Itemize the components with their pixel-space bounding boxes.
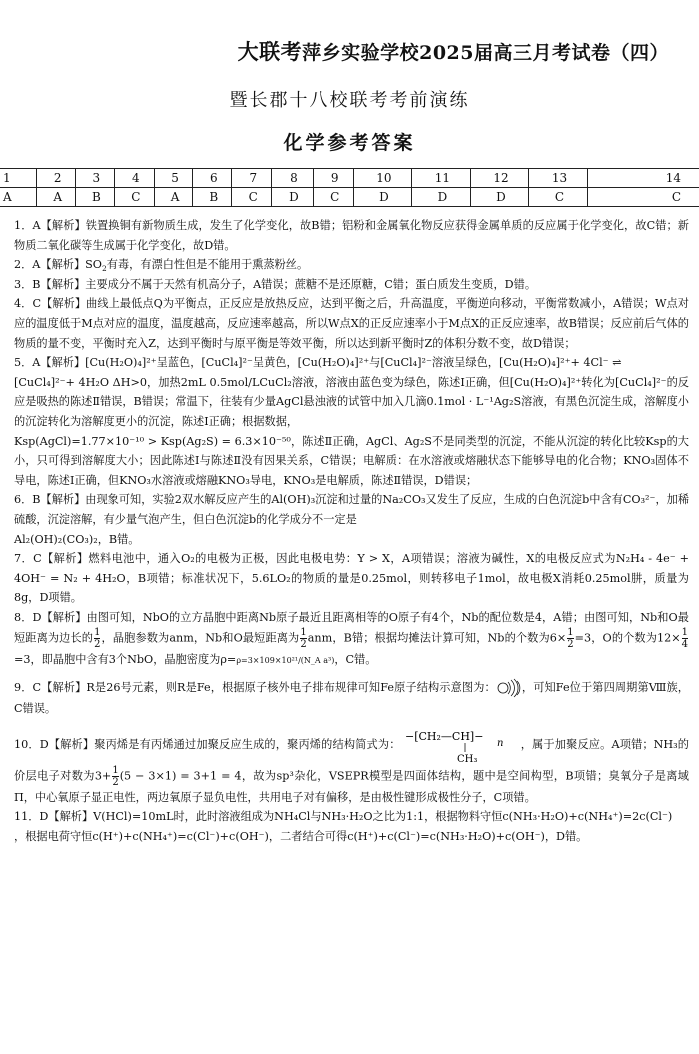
answer-table-numbers-row <box>0 169 699 188</box>
explanation-q10 <box>14 725 689 808</box>
explanation-q2 <box>14 255 689 275</box>
fraction-denominator: 2 <box>112 776 119 788</box>
polymer-branch: CH₃ <box>456 753 477 765</box>
q-number: 4 <box>114 169 154 188</box>
q-answer: C <box>232 188 272 207</box>
explanation-q4: 4．C【解析】曲线上最低点Q为平衡点，正反应是放热反应，达到平衡之后，升高温度，平衡逆向移动，平衡常数减小，A错误；W点对应的温度低于M点对应的温度，温度越高，反应速率越高，所以W点X的正反应速率小于M点X的正反应速率，故B错误；反应前后气体的物质的量不变，平衡时充入Z，达到平衡时与原平衡是等效平衡，所以达到新平衡时Z的体积分数不变，故D错误； <box>14 297 689 350</box>
explanation-q3: 3．B【解析】主要成分不属于天然有机高分子，A错误；蔗糖不是还原糖，C错；蛋白质发生变质，D错。 <box>14 277 537 291</box>
q-number: 6 <box>193 169 232 188</box>
q-number: 2 <box>37 169 75 188</box>
fraction-half <box>94 627 100 650</box>
fraction-numerator: 1 <box>681 627 688 639</box>
fraction-denominator: 2 <box>94 639 101 651</box>
fraction-half <box>300 627 306 650</box>
answer-table-answers-row <box>0 188 699 207</box>
q-answer: A <box>37 188 75 207</box>
q9-part-2: ，可知Fe位于第四周期第Ⅷ族，C错误。 <box>14 681 689 716</box>
polymer-chain: −[CH₂—CH]− <box>404 729 484 743</box>
title-line-1 <box>0 36 699 66</box>
q-answer: B <box>193 188 232 207</box>
explanation-q8 <box>14 608 689 671</box>
fraction-denominator: 2 <box>567 639 574 651</box>
q8-part-5: =3，即晶胞中含有3个NbO，晶胞密度为ρ= <box>14 653 237 667</box>
q-number: 11 <box>412 169 471 188</box>
fraction-denominator: 4 <box>681 639 688 651</box>
q2-part-b: 有毒，有漂白性但是不能用于熏蒸粉丝。 <box>106 258 309 272</box>
q2-part-a: 2．A【解析】SO <box>14 258 102 272</box>
q10-part-2: ，属于加聚反应。A项错；NH₃的价层电子对数为3+ <box>14 737 689 783</box>
q-answer: D <box>353 188 412 207</box>
q-answer: D <box>412 188 471 207</box>
title-line-2: 暨长郡十八校联考考前演练 <box>229 90 470 111</box>
q-number: 8 <box>272 169 313 188</box>
q8-part-4: =3，O的个数为12× <box>574 631 681 645</box>
q8-part-6: ，C错。 <box>334 653 377 667</box>
q-number: 1 <box>0 169 37 188</box>
q-number: 5 <box>154 169 192 188</box>
explanation-q6-line1: 6．B【解析】由现象可知，实验2双水解反应产生的Al(OH)₃沉淀和过量的Na₂CO₃又发生了反应，生成的白色沉淀b中含有CO₃²⁻，加稀硫酸，沉淀溶解，有少量气泡产生，但白色沉淀b的化学成分不一定是 <box>14 493 690 526</box>
fraction-numerator: 1 <box>300 627 307 639</box>
explanation-q11-line1: 11．D【解析】V(HCl)=10mL时，此时溶液组成为NH₄Cl与NH₃·H₂O之比为1:1，根据物料守恒c(NH₃·H₂O)+c(NH₄⁺)=2c(Cl⁻) <box>14 810 673 824</box>
fraction-half <box>567 627 573 650</box>
explanation-q6-line2: Al₂(OH)₂(CO₃)₂，B错。 <box>14 532 140 546</box>
explanation-q11-line2: ，根据电荷守恒c(H⁺)+c(NH₄⁺)=c(Cl⁻)+c(OH⁻)，二者结合可得c(H⁺)+c(Cl⁻)=c(NH₃·H₂O)+c(OH⁻)，D错。 <box>14 829 588 843</box>
explanation-q9 <box>14 677 689 719</box>
fraction-quarter <box>682 627 688 650</box>
q-number: 10 <box>353 169 412 188</box>
q-number: 14 <box>587 169 699 188</box>
q-answer: D <box>272 188 313 207</box>
explanation-q1: 1．A【解析】铁置换铜有新物质生成，发生了化学变化，故B错；铝粉和金属氧化物反应获得金属单质的反应属于化学变化，故C错；新物质二氧化碳等生成属于化学变化，故D错。 <box>14 219 689 252</box>
explanations <box>14 216 689 846</box>
q-answer: B <box>75 188 114 207</box>
polypropylene-structure <box>401 725 521 765</box>
exam-title: 萍乡实验学校2025届高三月考试卷（四） <box>302 42 669 64</box>
density-formula: ρ=3×109×10²¹/(N_A a³) <box>236 656 335 666</box>
q-answer: C <box>529 188 588 207</box>
q-answer: A <box>154 188 192 207</box>
q10-part-3: (5 − 3×1) = 3+1 = 4，故为sp³杂化，VSEPR模型是四面体结构，题中是空间构型，B项错；臭氧分子是离域Π，中心氧原子显正电性，两边氧原子显负电性，共用电子对有偏移，是由极性键形成极性分子，C项错。 <box>14 769 689 804</box>
answer-table <box>0 168 699 207</box>
explanation-q5-line2: [CuCl₄]²⁻+ 4H₂O ΔH>0，加热2mL 0.5mol/LCuCl₂溶液，溶液由蓝色变为绿色，陈述Ⅰ正确，但[Cu(H₂O)₄]²⁺转化为[CuCl₄]²⁻的反应是吸热的陈述Ⅱ错误，B错误；常温下，往装有少量AgCl悬浊液的试管中加入几滴0.1mol · L⁻¹Ag₂S溶液，有黑色沉淀生成，溶解度小的沉淀转化为溶解度更小的沉淀，陈述Ⅰ正确；根据数据， <box>14 375 689 428</box>
fe-atom-structure-diagram <box>496 677 522 699</box>
explanation-q5-line3: Ksp(AgCl)=1.77×10⁻¹⁰ > Ksp(Ag₂S) = 6.3×10⁻⁵⁰，陈述Ⅱ正确，AgCl、Ag₂S不是同类型的沉淀，不能从沉淀的转化比较Ksp的大小，只可得到溶解度大小；因此陈述Ⅰ与陈述Ⅱ没有因果关系，C错误；电解质：在水溶液或熔融状态下能够导电的化合物；KNO₃固体不导电，陈述Ⅰ正确，但KNO₃水溶液或熔融KNO₃导电，KNO₃是电解质，陈述Ⅱ错误，D错误； <box>14 434 689 487</box>
q8-part-1: 8．D【解析】由图可知，NbO的立方晶胞中距离Nb原子最近且距离相等的O原子有4个，Nb的配位数是4，A错；由图可知，Nb和O最短距离为边长的 <box>14 610 689 645</box>
q-number: 7 <box>232 169 272 188</box>
fraction-half <box>112 765 118 788</box>
q-answer: C <box>313 188 353 207</box>
q-number: 13 <box>529 169 588 188</box>
q-number: 12 <box>470 169 529 188</box>
q-answer: C <box>114 188 154 207</box>
q-answer: D <box>470 188 529 207</box>
explanation-q5-line1: 5．A【解析】[Cu(H₂O)₄]²⁺呈蓝色，[CuCl₄]²⁻呈黄色，[Cu(H₂O)₄]²⁺与[CuCl₄]²⁻溶液呈绿色，[Cu(H₂O)₄]²⁺+ 4Cl⁻ ⇌ <box>14 356 622 370</box>
fraction-denominator: 2 <box>300 639 307 651</box>
q8-part-3: anm，B错；根据均摊法计算可知，Nb的个数为6× <box>307 631 567 645</box>
polymer-n: n <box>496 737 504 749</box>
q10-part-1: 10．D【解析】聚丙烯是有丙烯通过加聚反应生成的，聚丙烯的结构简式为： <box>14 737 401 751</box>
q9-part-1: 9．C【解析】R是26号元素，则R是Fe，根据原子核外电子排布规律可知Fe原子结构示意图为： <box>14 681 496 695</box>
title-line-3: 化学参考答案 <box>283 132 416 154</box>
explanation-q7: 7．C【解析】燃料电池中，通入O₂的电极为正极，因此电极电势：Y > X，A项错误；溶液为碱性，X的电极反应式为N₂H₄ - 4e⁻ + 4OH⁻ = N₂ + 4H₂O，B项错；标准状况下，5.6LO₂的物质的量是0.25mol，则转移电子1mol，故电极X消耗0.25mol肼，质量为8g，D项错。 <box>14 552 689 605</box>
q-number: 9 <box>313 169 353 188</box>
fraction-numerator: 1 <box>567 627 574 639</box>
brand-name: 大联考 <box>237 39 303 64</box>
so2-subscript: 2 <box>101 264 107 274</box>
fraction-numerator: 1 <box>112 764 119 776</box>
q8-part-2: ，晶胞参数为anm，Nb和O最短距离为 <box>101 631 300 645</box>
q-answer: A <box>0 188 37 207</box>
q-number: 3 <box>75 169 114 188</box>
q-answer: C <box>587 188 699 207</box>
fraction-numerator: 1 <box>94 627 101 639</box>
